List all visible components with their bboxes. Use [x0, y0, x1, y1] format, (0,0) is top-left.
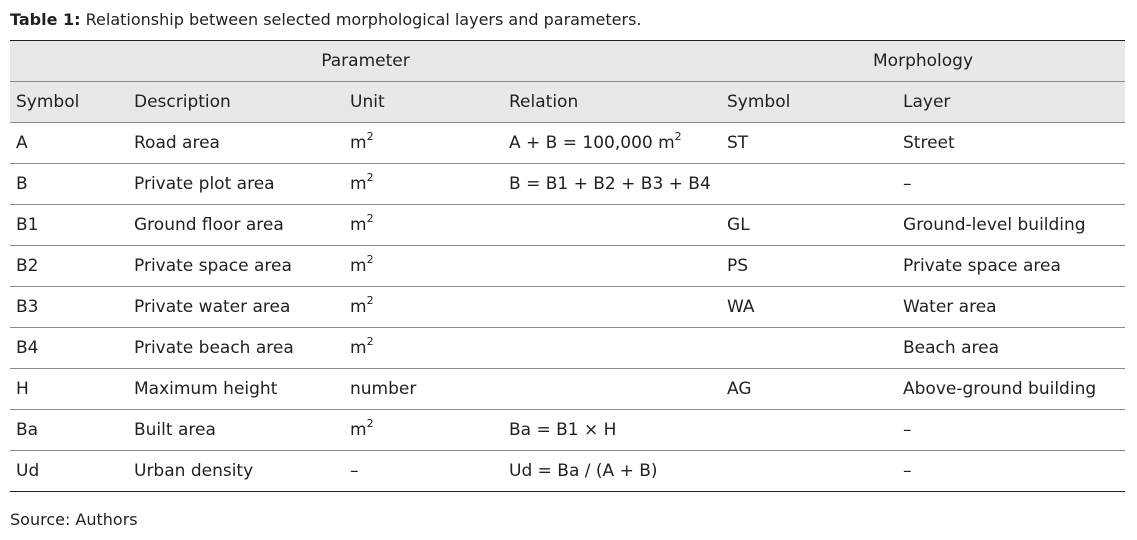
table-row [10, 451, 1125, 492]
group-header-morphology: Morphology [721, 41, 1125, 82]
unit-superscript: 2 [366, 294, 374, 308]
cell-relation [503, 205, 721, 246]
cell-relation [503, 410, 721, 451]
cell-morph-symbol: WA [721, 287, 897, 328]
unit-text: number [350, 379, 417, 399]
column-header-layer: Layer [897, 82, 1125, 123]
cell-morph-symbol [721, 410, 897, 451]
cell-morph-symbol: PS [721, 246, 897, 287]
relation-text: B = B1 + B2 + B3 + B4 [509, 174, 711, 194]
cell-unit [344, 164, 503, 205]
cell-layer: – [897, 410, 1125, 451]
unit-text: m [350, 133, 367, 153]
table-row [10, 246, 1125, 287]
unit-text: m [350, 256, 367, 276]
cell-description: Road area [128, 123, 344, 164]
column-header-symbol: Symbol [10, 82, 128, 123]
group-header-parameter: Parameter [10, 41, 721, 82]
table-row [10, 164, 1125, 205]
column-header-unit: Unit [344, 82, 503, 123]
unit-superscript: 2 [366, 130, 374, 144]
cell-symbol: B2 [10, 246, 128, 287]
unit-text: m [350, 338, 367, 358]
cell-layer: Ground-level building [897, 205, 1125, 246]
cell-morph-symbol [721, 328, 897, 369]
cell-symbol: H [10, 369, 128, 410]
table-row [10, 369, 1125, 410]
cell-relation [503, 246, 721, 287]
cell-description: Built area [128, 410, 344, 451]
cell-layer: Street [897, 123, 1125, 164]
cell-unit [344, 246, 503, 287]
cell-relation [503, 451, 721, 492]
cell-layer: Water area [897, 287, 1125, 328]
cell-symbol: B [10, 164, 128, 205]
cell-unit [344, 287, 503, 328]
table-row [10, 410, 1125, 451]
unit-superscript: 2 [366, 417, 374, 431]
unit-superscript: 2 [366, 253, 374, 267]
unit-text: m [350, 297, 367, 317]
column-header-relation: Relation [503, 82, 721, 123]
relation-text: A + B = 100,000 m [509, 133, 675, 153]
cell-layer: Private space area [897, 246, 1125, 287]
table-row [10, 287, 1125, 328]
unit-superscript: 2 [366, 171, 374, 185]
cell-unit [344, 369, 503, 410]
table-row [10, 123, 1125, 164]
unit-text: m [350, 174, 367, 194]
cell-description: Urban density [128, 451, 344, 492]
cell-morph-symbol [721, 451, 897, 492]
cell-unit [344, 328, 503, 369]
cell-unit [344, 451, 503, 492]
cell-layer: – [897, 164, 1125, 205]
cell-description: Private beach area [128, 328, 344, 369]
cell-relation [503, 164, 721, 205]
cell-symbol: B1 [10, 205, 128, 246]
cell-description: Private space area [128, 246, 344, 287]
cell-layer: Beach area [897, 328, 1125, 369]
column-header-description: Description [128, 82, 344, 123]
cell-description: Maximum height [128, 369, 344, 410]
unit-text: – [350, 461, 359, 481]
relation-text: Ba = B1 × H [509, 420, 617, 440]
cell-relation [503, 328, 721, 369]
cell-morph-symbol [721, 164, 897, 205]
cell-description: Ground floor area [128, 205, 344, 246]
table-row [10, 328, 1125, 369]
source-note: Source: Authors [10, 510, 138, 529]
cell-unit [344, 205, 503, 246]
cell-symbol: B3 [10, 287, 128, 328]
relation-superscript: 2 [674, 130, 682, 144]
column-header-morph-symbol: Symbol [721, 82, 897, 123]
morphology-parameter-table [10, 40, 1125, 492]
relation-text: Ud = Ba / (A + B) [509, 461, 658, 481]
cell-description: Private plot area [128, 164, 344, 205]
unit-superscript: 2 [366, 335, 374, 349]
cell-symbol: Ud [10, 451, 128, 492]
unit-superscript: 2 [366, 212, 374, 226]
table-caption [10, 8, 642, 32]
cell-unit [344, 410, 503, 451]
column-header-row [10, 82, 1125, 123]
cell-symbol: A [10, 123, 128, 164]
cell-unit [344, 123, 503, 164]
cell-relation [503, 287, 721, 328]
cell-symbol: Ba [10, 410, 128, 451]
cell-relation [503, 123, 721, 164]
cell-layer: – [897, 451, 1125, 492]
unit-text: m [350, 420, 367, 440]
cell-morph-symbol: AG [721, 369, 897, 410]
table-row [10, 205, 1125, 246]
caption-label: Table 1: [10, 10, 81, 29]
unit-text: m [350, 215, 367, 235]
group-header-row [10, 41, 1125, 82]
cell-description: Private water area [128, 287, 344, 328]
cell-relation [503, 369, 721, 410]
cell-morph-symbol: ST [721, 123, 897, 164]
cell-layer: Above-ground building [897, 369, 1125, 410]
caption-text: Relationship between selected morphological layers and parameters. [85, 10, 642, 29]
cell-symbol: B4 [10, 328, 128, 369]
cell-morph-symbol: GL [721, 205, 897, 246]
